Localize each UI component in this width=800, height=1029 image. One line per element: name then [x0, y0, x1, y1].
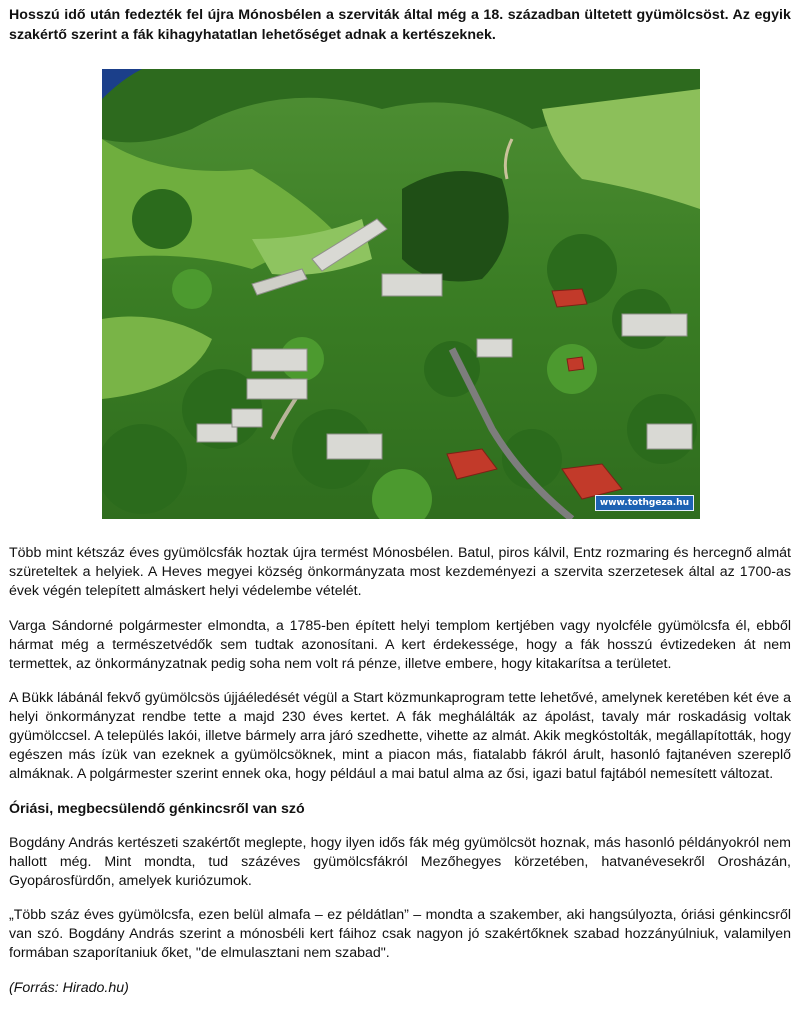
article-subheading: Óriási, megbecsülendő génkincsről van szó	[9, 800, 305, 817]
aerial-photo-illustration	[102, 69, 700, 519]
article-paragraph: „Több száz éves gyümölcsfa, ezen belül almafa – ez példátlan” – mondta a szakember, aki hangsúlyozta, óriási génkincsről van szó. Bogdány András szerint a mónosbéli kert fáihoz csak nagyon jó szakértőknek szabad hozzányúlniuk, valamilyen formában szaporítaniuk őket, "de elmulasztani nem szabad".	[9, 907, 791, 961]
village-aerial-photo	[102, 69, 700, 519]
article	[9, 0, 791, 1013]
article-body	[9, 544, 791, 998]
article-lead: Hosszú idő után fedezték fel újra Mónosbélen a szerviták által még a 18. században ültetett gyümölcsöst. Az egyik szakértő szerint a fák kihagyhatatlan lehetőséget adnak a kertészeknek.	[9, 7, 791, 43]
article-paragraph: A Bükk lábánál fekvő gyümölcsös újjáéledését végül a Start közmunkaprogram tette lehetővé, amelynek keretében két éve a helyi önkormányzat rendbe tette a majd 230 éves kertet. A fák meghálálták az ápolást, tavaly már roskadásig voltak gyümölccsel. A település lakói, illetve bármely arra járó szedhette, vihette az almát. Akik megkóstolták, megállapították, hogy egészen más ízük van ezeknek a gyümölcsöknek, mint a piacon más, fiatalabb fákról árult, hasonló fajtanéven szereplő almáknak. A polgármester szerint ennek oka, hogy például a mai batul alma az ősi, igazi batul fajtából nemesített változat.	[9, 690, 791, 782]
photo-watermark: www.tothgeza.hu	[595, 495, 694, 511]
article-paragraph: Bogdány András kertészeti szakértőt meglepte, hogy ilyen idős fák még gyümölcsöt hoznak, más hasonló példányokról nem hallott még. Mint mondta, tud százéves gyümölcsfákról Mezőhegyes körzetében, hatvanévesekről Orosházán, Gyopárosfürdőn, amelyek kuriózumok.	[9, 834, 791, 889]
article-source: (Forrás: Hirado.hu)	[9, 979, 129, 996]
article-paragraph: Varga Sándorné polgármester elmondta, a 1785-ben épített helyi templom kertjében vagy nyolcféle gyümölcsfa él, ebből hármat még a természetvédők sem tudtak azonosítani. A kert érdekessége, hogy a fák hosszú évtizedeken át nem termettek, az önkormányzatnak pedig soha nem volt rá pénze, illetve embere, hogy kitakarítsa a területet.	[9, 617, 791, 672]
article-paragraph: Több mint kétszáz éves gyümölcsfák hoztak újra termést Mónosbélen. Batul, piros kálvil, Entz rozmaring és hercegnő almát szüreteltek a helyiek. A Heves megyei község önkormányzata most kezdeményezi a szervita szerzetesek által az 1700-as évek végén telepített almáskert helyi védelembe vételét.	[9, 545, 791, 599]
